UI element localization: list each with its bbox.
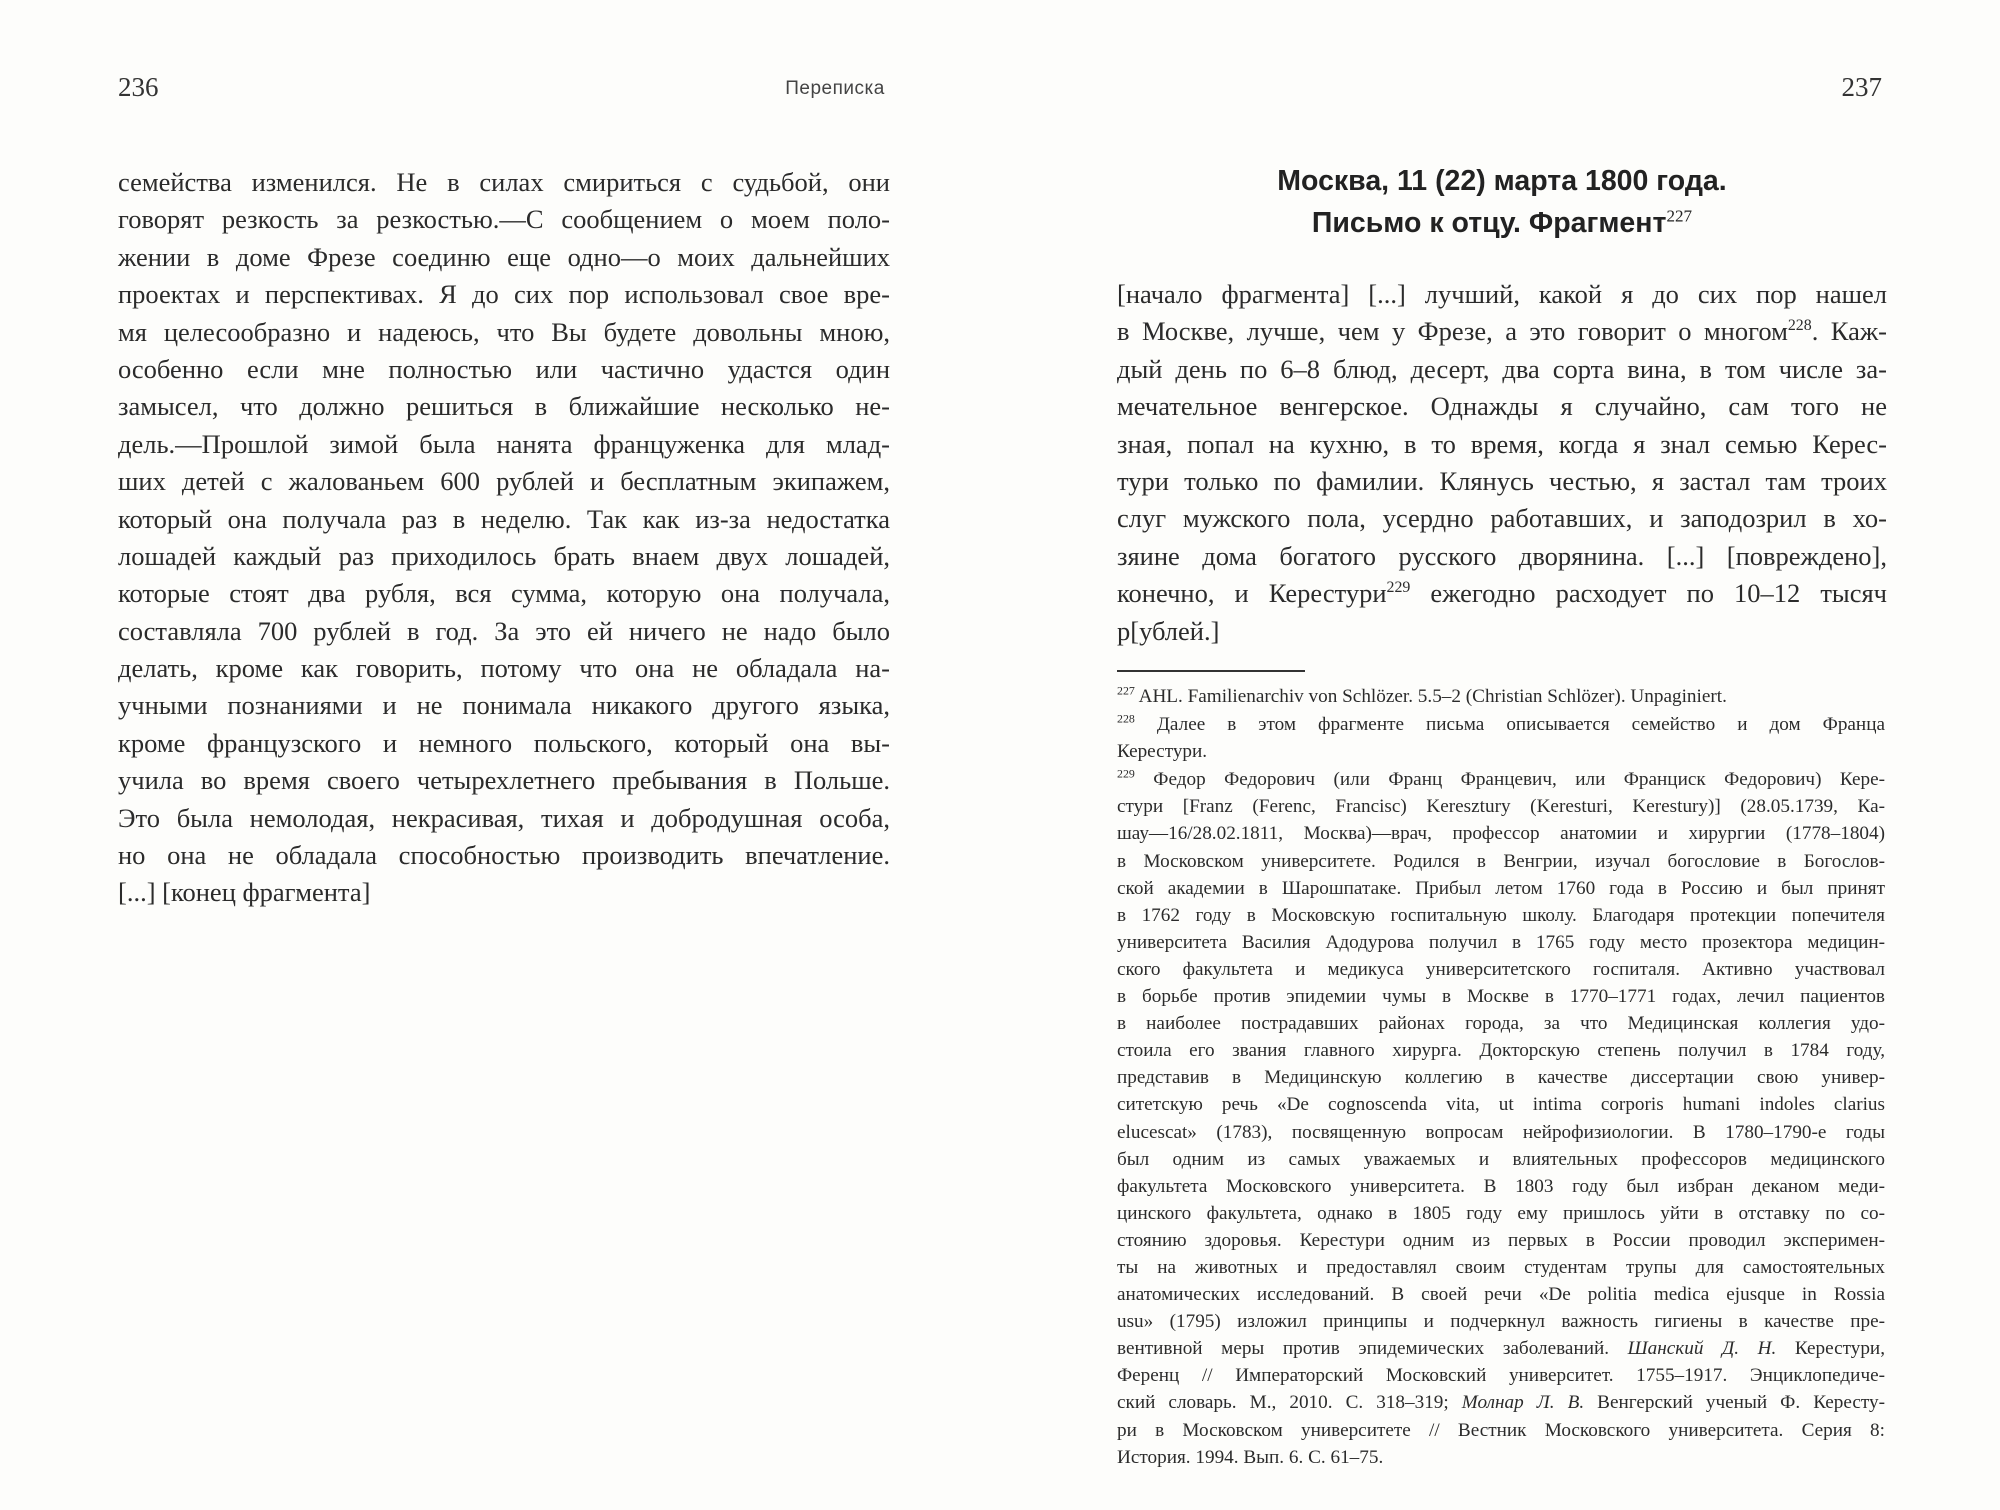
text-run: кроме французского и немного польского, который она вы- xyxy=(118,727,890,758)
text-run: вентивной меры против эпидемических заболеваний. xyxy=(1117,1338,1628,1360)
text-run: ского факультета и медикуса университетского госпиталя. Активно участвовал xyxy=(1117,958,1885,980)
text-run: в Московском университете. Родился в Венгрии, изучал богословие в Богослов- xyxy=(1117,850,1885,872)
text-run: делать, кроме как говорить, потому что она не обладала на- xyxy=(118,653,890,684)
text-line xyxy=(1117,463,1887,500)
text-run: составляла 700 рублей в год. За это ей ничего не надо было xyxy=(118,615,890,646)
heading-title xyxy=(1117,202,1887,244)
text-run: в борьбе против эпидемии чумы в Москве в 1770–1771 годах, лечил пациентов xyxy=(1117,986,1885,1008)
text-run: которые стоят два рубля, вся сумма, которую она получала, xyxy=(118,578,890,609)
text-line xyxy=(1117,1335,1885,1362)
text-line xyxy=(118,463,890,500)
text-line xyxy=(1117,500,1887,537)
text-run: usu» (1795) изложил принципы и подчеркнул важность гигиены в качестве пре- xyxy=(1117,1311,1885,1333)
footnote-ref: 229 xyxy=(1386,579,1411,597)
text-line xyxy=(1117,388,1887,425)
right-page-number: 237 xyxy=(1841,72,1882,102)
text-line xyxy=(1117,276,1887,313)
text-line xyxy=(1117,313,1887,350)
text-line xyxy=(118,501,890,538)
footnote-ref: 227 xyxy=(1666,206,1693,226)
text-line xyxy=(1117,738,1885,765)
text-line xyxy=(1117,351,1887,388)
text-line xyxy=(1117,875,1885,902)
text-run: анатомических исследований. В своей речи «De politia medica ejusque in Rossia xyxy=(1117,1284,1885,1306)
text-run: университета Василия Адодурова получил в 1765 году место прозектора медицин- xyxy=(1117,931,1885,953)
text-run: цинского факультета, однако в 1805 году ему пришлось уйти в отставку по со- xyxy=(1117,1202,1885,1224)
text-line xyxy=(1117,1281,1885,1308)
text-line xyxy=(118,201,890,238)
text-run: в 1762 году в Московскую госпитальную школу. Благодаря протекции попечителя xyxy=(1117,904,1885,926)
text-run: факультета Московского университета. В 1803 году был избран деканом меди- xyxy=(1117,1175,1885,1197)
text-run: лошадей каждый раз приходилось брать внаем двух лошадей, xyxy=(118,540,890,571)
text-line xyxy=(1117,1417,1885,1444)
text-run: [начало фрагмента] [...] лучший, какой я до сих пор нашел xyxy=(1117,279,1887,309)
text-line xyxy=(1117,766,1885,793)
text-run: стоила его звания главного хирурга. Докторскую степень получил в 1784 году, xyxy=(1117,1040,1885,1062)
text-run: ской академии в Шарошпатаке. Прибыл летом 1760 года в Россию и был принят xyxy=(1117,877,1885,899)
text-line xyxy=(1117,1173,1885,1200)
text-run: р[ублей.] xyxy=(1117,615,1220,646)
text-line xyxy=(1117,1308,1885,1335)
footnote xyxy=(1117,711,1885,765)
text-run: ты на животных и предоставлял своим студентам трупы для самостоятельных xyxy=(1117,1256,1885,1278)
text-line xyxy=(118,426,890,463)
text-run: замысел, что должно решиться в ближайшие несколько не- xyxy=(118,391,890,422)
text-run: дый день по 6–8 блюд, десерт, два сорта вина, в том числе за- xyxy=(1117,353,1887,384)
text-line xyxy=(118,388,890,425)
text-run: особенно если мне полностью или частично удастся один xyxy=(118,353,890,384)
footnote-ref: 227 xyxy=(1117,683,1135,698)
text-run: Керестури. xyxy=(1117,741,1208,763)
text-run: представив в Медицинскую коллегию в качестве диссертации свою универ- xyxy=(1117,1067,1885,1089)
text-line xyxy=(118,874,890,911)
text-line xyxy=(118,164,890,201)
text-line xyxy=(1117,956,1885,983)
text-line xyxy=(118,613,890,650)
text-line xyxy=(1117,683,1885,710)
left-page-number: 236 xyxy=(118,72,159,102)
text-line xyxy=(1117,613,1887,650)
text-line xyxy=(1117,1200,1885,1227)
footnote-divider xyxy=(1117,670,1305,672)
text-line xyxy=(118,351,890,388)
text-run: стури [Franz (Ferenc, Francisc) Keresztury (Keresturi, Kerestury)] (28.05.1739, Ка- xyxy=(1117,796,1885,818)
text-run: дель.—Прошлой зимой была нанята француженка для млад- xyxy=(118,428,890,459)
author-name: Шанский Д. Н. xyxy=(1627,1338,1777,1360)
running-title: Переписка xyxy=(785,78,885,99)
right-page-body xyxy=(1117,276,1887,650)
heading-place-date: Москва, 11 (22) марта 1800 года. xyxy=(1277,165,1727,197)
text-line xyxy=(1117,1146,1885,1173)
text-line xyxy=(1117,1389,1885,1416)
text-line xyxy=(118,314,890,351)
text-run: зная, попал на кухню, в то время, когда я знал семью Керес- xyxy=(1117,428,1887,459)
footnote xyxy=(1117,766,1885,1470)
text-line xyxy=(1117,1064,1885,1091)
text-line xyxy=(1117,426,1887,463)
text-run: История. 1994. Вып. 6. С. 61–75. xyxy=(1117,1446,1384,1468)
text-run: Венгерский ученый Ф. Кересту- xyxy=(1584,1392,1885,1414)
text-run: учными познаниями и не понимала никакого другого языка, xyxy=(118,690,890,721)
text-run: ский словарь. М., 2010. С. 318–319; xyxy=(1117,1392,1462,1414)
text-run: в наиболее пострадавших районах города, за что Медицинская коллегия удо- xyxy=(1117,1013,1885,1035)
text-run: мечательное венгерское. Однажды я случайно, сам того не xyxy=(1117,391,1887,422)
text-line xyxy=(1117,848,1885,875)
text-line xyxy=(1117,575,1887,612)
text-run: шау—16/28.02.1811, Москва)—врач, профессор анатомии и хирургии (1778–1804) xyxy=(1117,823,1885,845)
text-run: был одним из самых уважаемых и влиятельных профессоров медицинского xyxy=(1117,1148,1885,1170)
text-run: [...] [конец фрагмента] xyxy=(118,877,371,908)
heading-title-text: Письмо к отцу. Фрагмент xyxy=(1311,207,1667,239)
text-line xyxy=(1117,1444,1885,1471)
text-run: AHL. Familienarchiv von Schlözer. 5.5–2 (Christian Schlözer). Unpaginiert. xyxy=(1134,686,1727,707)
text-line xyxy=(118,575,890,612)
text-line xyxy=(1117,1010,1885,1037)
text-line xyxy=(1117,1254,1885,1281)
text-line xyxy=(118,725,890,762)
footnote-ref: 228 xyxy=(1117,711,1135,726)
text-run: . Каж- xyxy=(1811,316,1887,347)
text-line xyxy=(1117,1091,1885,1118)
text-run: Керестури, xyxy=(1776,1338,1885,1360)
text-run: который она получала раз в неделю. Так как из-за недостатка xyxy=(118,503,890,534)
text-line xyxy=(118,837,890,874)
text-line xyxy=(1117,1227,1885,1254)
text-line xyxy=(118,762,890,799)
text-line xyxy=(118,276,890,313)
text-run: зяине дома богатого русского дворянина. [...] [повреждено], xyxy=(1117,540,1887,571)
text-run: Далее в этом фрагменте письма описывается семейство и дом Франца xyxy=(1134,714,1885,736)
text-run: Федор Федорович (или Франц Францевич, или Франциск Федорович) Кере- xyxy=(1134,769,1885,791)
text-line xyxy=(118,239,890,276)
text-line xyxy=(1117,711,1885,738)
text-line xyxy=(118,650,890,687)
text-line xyxy=(1117,1037,1885,1064)
footnote-ref: 228 xyxy=(1787,317,1812,335)
text-line xyxy=(118,800,890,837)
text-line xyxy=(1117,793,1885,820)
letter-heading xyxy=(1117,160,1887,244)
text-run: мя целесообразно и надеюсь, что Вы будете довольны мною, xyxy=(118,316,890,347)
text-run: ситетскую речь «De cognoscenda vita, ut intima corporis humani indoles clarius xyxy=(1117,1094,1885,1116)
left-page-body xyxy=(118,164,890,912)
text-line xyxy=(1117,538,1887,575)
text-line xyxy=(118,538,890,575)
text-run: в Москве, лучше, чем у Фрезе, а это говорит о многом xyxy=(1117,316,1788,347)
text-line xyxy=(118,687,890,724)
text-line xyxy=(1117,820,1885,847)
text-run: жении в доме Фрезе соединю еще одно—о моих дальнейших xyxy=(118,241,890,272)
text-run: Ференц // Императорский Московский университет. 1755–1917. Энциклопедиче- xyxy=(1117,1365,1885,1387)
text-run: конечно, и Керестури xyxy=(1117,578,1387,609)
text-line xyxy=(1117,1362,1885,1389)
footnote-ref: 229 xyxy=(1117,766,1135,781)
text-line xyxy=(1117,1119,1885,1146)
text-run: проектах и перспективах. Я до сих пор использовал свое вре- xyxy=(118,279,890,310)
text-run: стоянию здоровья. Керестури одним из первых в России проводил эксперимен- xyxy=(1117,1229,1885,1251)
text-run: ежегодно расходует по 10–12 тысяч xyxy=(1410,578,1887,609)
text-run: семейства изменился. Не в силах смириться с судьбой, они xyxy=(118,167,890,197)
text-run: ри в Московском университете // Вестник Московского университета. Серия 8: xyxy=(1117,1419,1885,1441)
text-run: elucescat» (1783), посвященную вопросам нейрофизиологии. В 1780–1790-е годы xyxy=(1117,1121,1885,1143)
text-run: говорят резкость за резкостью.—С сообщением о моем поло- xyxy=(118,204,890,235)
text-line xyxy=(1117,929,1885,956)
text-run: ших детей с жалованьем 600 рублей и бесплатным экипажем, xyxy=(118,466,890,497)
text-run: но она не обладала способностью производить впечатление. xyxy=(118,840,890,871)
footnote xyxy=(1117,683,1885,710)
text-line xyxy=(1117,902,1885,929)
text-run: учила во время своего четырехлетнего пребывания в Польше. xyxy=(118,765,890,796)
author-name: Молнар Л. В. xyxy=(1461,1392,1585,1414)
text-line xyxy=(1117,983,1885,1010)
text-run: тури только по фамилии. Клянусь честью, я застал там троих xyxy=(1117,465,1887,496)
text-run: слуг мужского пола, усердно работавших, и заподозрил в хо- xyxy=(1117,503,1887,534)
text-run: Это была немолодая, некрасивая, тихая и добродушная особа, xyxy=(118,802,890,833)
footnotes xyxy=(1117,683,1885,1472)
